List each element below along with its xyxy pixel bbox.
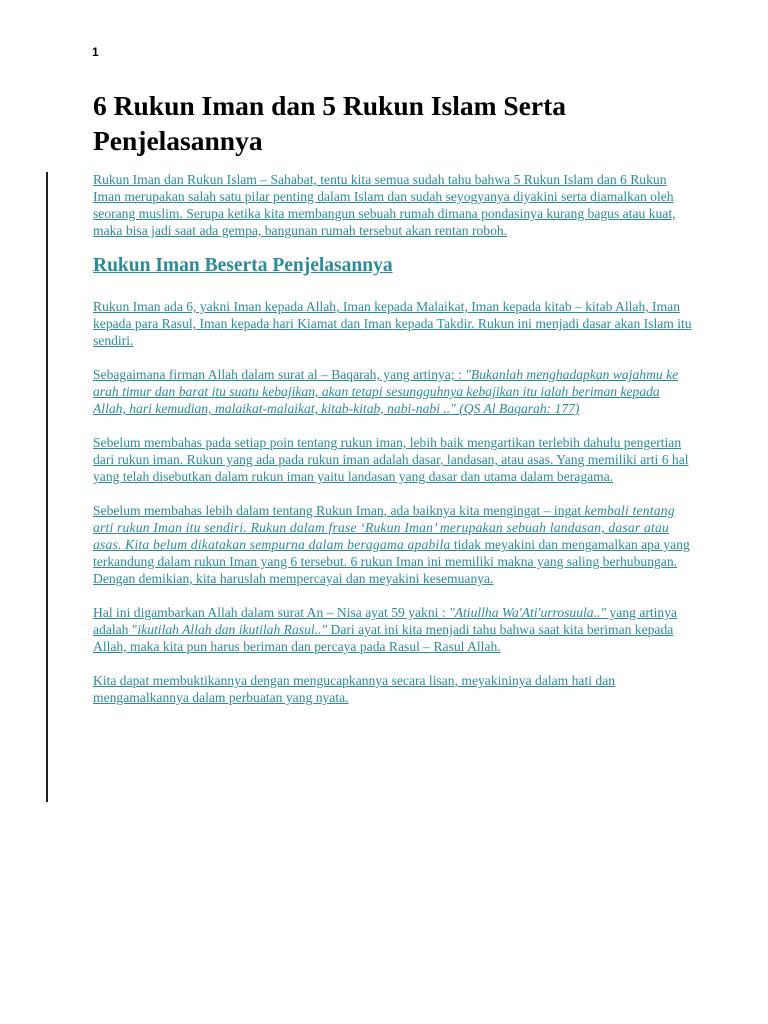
margin-change-bar <box>46 172 48 802</box>
quran-quote-arabic: "Atiullha Wa'Ati'urrosuula.." <box>449 605 607 620</box>
section-heading-rukun-iman[interactable]: Rukun Iman Beserta Penjelasannya <box>93 255 393 276</box>
paragraph-rest-text: tidak meyakini dan mengamalkan apa yang terkandung dalam rukun Iman yang 6 tersebut. 6 rukun Iman ini memiliki makna yang saling berhubungan. Dengan demikian, kita haruslah mempercayai dan meyakini kesemuanya. <box>93 537 690 586</box>
page-number: 1 <box>92 45 99 59</box>
paragraph-an-nisa[interactable] <box>93 604 693 655</box>
paragraph-al-baqarah[interactable] <box>93 366 693 417</box>
paragraph-pembuktian[interactable]: Kita dapat membuktikannya dengan mengucapkannya secara lisan, meyakininya dalam hati dan mengamalkannya dalam perbuatan yang nyata. <box>93 673 616 705</box>
paragraph-lead-text: Sebelum membahas lebih dalam tentang Rukun Iman, ada baiknya kita mengingat – ingat <box>93 503 585 518</box>
quran-quote-al-baqarah: "Bukanlah menghadapkan wajahmu ke arah timur dan barat itu suatu kebajikan, akan tetapi sesungguhnya kebajikan itu ialah beriman kepada Allah, hari kemudian, malaikat-malaikat, kitab-kitab, nabi-nabi .." (QS Al Baqarah: 177) <box>93 367 679 416</box>
paragraph-rukun-iman-list[interactable]: Rukun Iman ada 6, yakni Iman kepada Allah, Iman kepada Malaikat, Iman kepada kitab – kitab Allah, Iman kepada para Rasul, Iman kepada hari Kiamat dan Iman kepada Takdir. Rukun ini menjadi dasar akan Islam itu sendiri. <box>93 299 692 348</box>
paragraph-rest-text: Dari ayat ini kita menjadi tahu bahwa saat kita beriman kepada Allah, maka kita pun harus beriman dan percaya pada Rasul – Rasul Allah. <box>93 622 674 654</box>
intro-paragraph[interactable]: Rukun Iman dan Rukun Islam – Sahabat, tentu kita semua sudah tahu bahwa 5 Rukun Islam dan 6 Rukun Iman merupakan salah satu pilar penting dalam Islam dan sudah seyogyanya diyakini serta diamalkan oleh seorang muslim. Serupa ketika kita membangun sebuah rumah dimana pondasinya kurang bagus atau kuat, maka bisa jadi saat ada gempa, bangunan rumah tersebut akan rentan roboh. <box>93 172 676 238</box>
paragraph-mid-text: yang artinya adalah " <box>93 605 678 637</box>
styled-text-segment: kembali tentang arti rukun Iman itu sendiri. Rukun dalam frase ‘Rukun Iman’ merupakan sebuah landasan, dasar atau asas. Kita belum dikatakan sempurna dalam beragama apabila <box>93 503 675 552</box>
page-title: 6 Rukun Iman dan 5 Rukun Islam Serta Penjelasannya <box>93 90 567 156</box>
paragraph-lead-text: Sebagaimana firman Allah dalam surat al – Baqarah, yang artinya; : <box>93 367 466 382</box>
paragraph-rukun-iman-makna[interactable] <box>93 502 693 587</box>
paragraph-pengertian[interactable]: Sebelum membahas pada setiap poin tentang rukun iman, lebih baik mengartikan terlebih dahulu pengertian dari rukun iman. Rukun yang ada pada rukun iman adalah dasar, landasan, atau asas. Yang memiliki arti 6 hal yang telah disebutkan dalam rukun iman yaitu landasan yang dasar dan utama dalam beragama. <box>93 435 689 484</box>
document-body <box>93 88 693 706</box>
quran-quote-translation: ikutilah Allah dan ikutilah Rasul.." <box>137 622 328 637</box>
paragraph-lead-text: Hal ini digambarkan Allah dalam surat An – Nisa ayat 59 yakni : <box>93 605 449 620</box>
